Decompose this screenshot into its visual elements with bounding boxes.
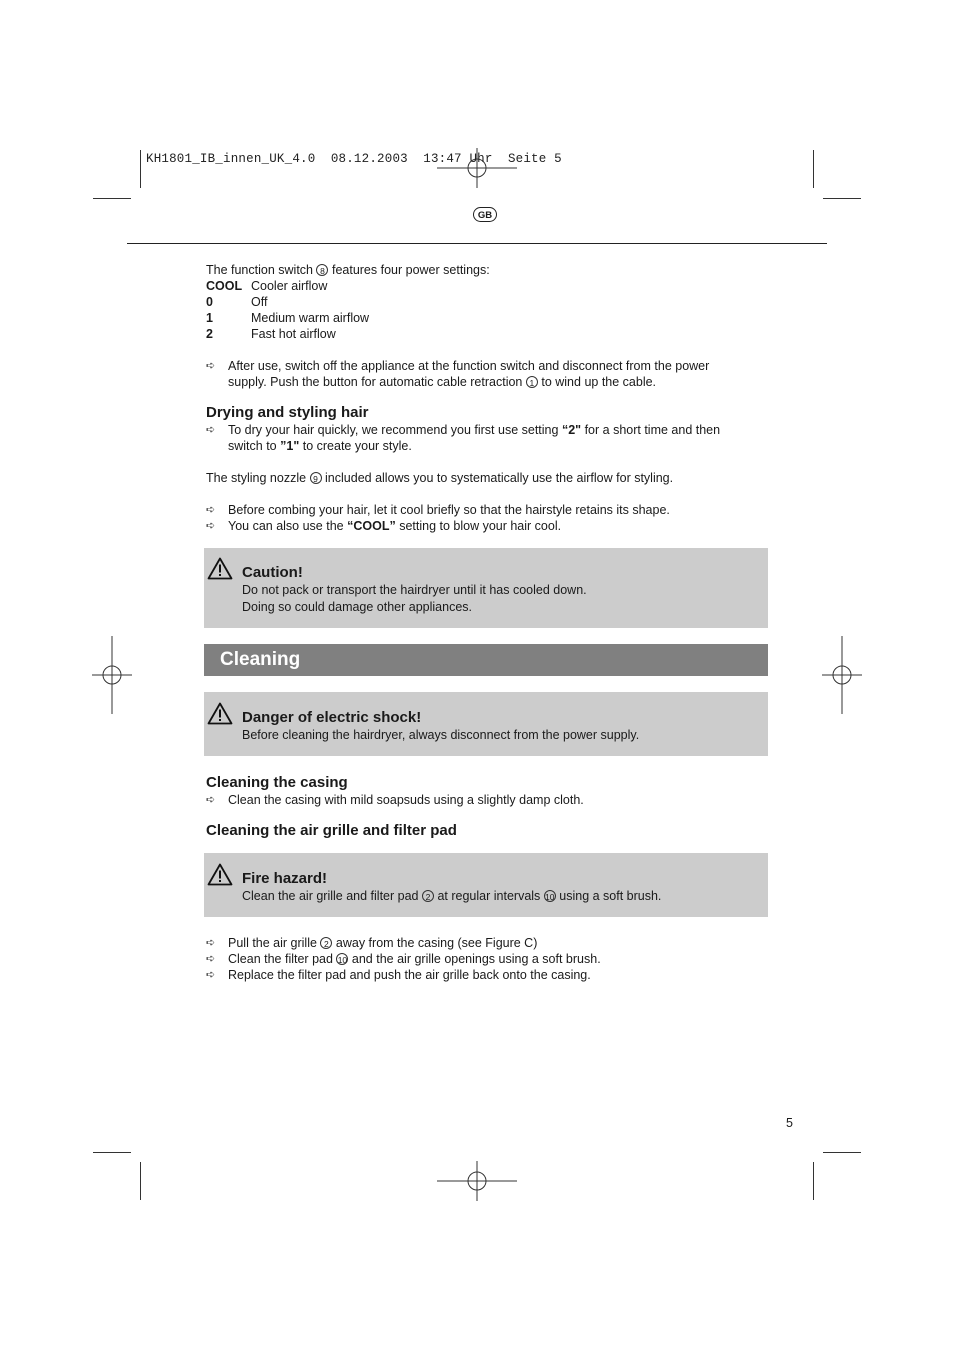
registration-mark-icon	[92, 636, 132, 714]
shock-warning-box: Danger of electric shock! Before cleaning the hairdryer, always disconnect from the power supply.	[204, 692, 768, 756]
list-item: ➪ Clean the casing with mild soapsuds using a slightly damp cloth.	[206, 793, 584, 807]
steps-list	[206, 935, 768, 983]
arrow-bullet-icon: ➪	[206, 520, 216, 532]
ref-number: 8	[316, 264, 328, 276]
arrow-bullet-icon: ➪	[206, 424, 216, 436]
fire-title: Fire hazard!	[242, 870, 328, 887]
list-item: ➪ You can also use the “COOL” setting to blow your hair cool.	[206, 519, 562, 533]
page-number: 5	[786, 1116, 793, 1130]
ref-number: 1	[526, 376, 538, 388]
setting-key: 0	[206, 295, 213, 309]
intro-line: The function switch 8 features four power settings:	[206, 263, 490, 277]
warning-triangle-icon	[207, 557, 233, 580]
arrow-bullet-icon: ➪	[206, 953, 216, 965]
nozzle-text: The styling nozzle 9 included allows you to systematically use the airflow for styling.	[206, 471, 674, 485]
ref-number: 9	[310, 472, 322, 484]
warning-triangle-icon	[207, 863, 233, 886]
main-content	[206, 262, 768, 534]
arrow-bullet-icon: ➪	[206, 504, 216, 516]
fire-warning-box: Fire hazard! Clean the air grille and filter pad 2 at regular intervals 10 using a soft brush.	[204, 853, 768, 917]
cleaning-banner: Cleaning	[204, 644, 768, 676]
list-item: ➪ Before combing your hair, let it cool briefly so that the hairstyle retains its shape.	[206, 503, 670, 517]
caution-box: Caution! Do not pack or transport the hairdryer until it has cooled down. Doing so could damage other appliances.	[204, 548, 768, 628]
arrow-bullet-icon: ➪	[206, 794, 216, 806]
settings-list	[206, 278, 768, 342]
ref-number: 10	[545, 892, 555, 902]
arrow-bullet-icon: ➪	[206, 969, 216, 981]
crop-mark	[93, 1152, 131, 1153]
crop-mark	[813, 1162, 814, 1200]
crop-mark	[140, 150, 141, 188]
ref-number: 2	[320, 937, 332, 949]
crop-mark	[813, 150, 814, 188]
shock-title: Danger of electric shock!	[242, 709, 422, 726]
list-item: ➪ After use, switch off the appliance at the function switch and disconnect from the power supply. Push the button for automatic cable retraction 1 to wind up the cable.	[206, 359, 710, 389]
print-slug: KH1801_IB_innen_UK_4.0 08.12.2003 13:47 Uhr Seite 5	[146, 152, 562, 166]
section-heading: Cleaning the casing	[206, 774, 348, 791]
setting-label: Cooler airflow	[251, 279, 328, 293]
caution-title: Caution!	[242, 564, 303, 581]
list-item: ➪ Replace the filter pad and push the air grille back onto the casing.	[206, 968, 591, 982]
arrow-bullet-icon: ➪	[206, 360, 216, 372]
section-heading: Drying and styling hair	[206, 404, 369, 421]
crop-mark	[140, 1162, 141, 1200]
setting-key: 1	[206, 311, 213, 325]
setting-key: 2	[206, 327, 213, 341]
list-item: ➪ Pull the air grille 2 away from the casing (see Figure C)	[206, 936, 538, 950]
language-badge: GB	[473, 207, 497, 222]
setting-key: COOL	[206, 279, 243, 293]
list-item: ➪ To dry your hair quickly, we recommend you first use setting “2" for a short time and then switch to ”1" to create your style.	[206, 423, 721, 453]
section-heading: Cleaning the air grille and filter pad	[206, 822, 457, 839]
casing-section	[206, 774, 768, 840]
setting-label: Fast hot airflow	[251, 327, 336, 341]
ref-number: 10	[337, 955, 348, 965]
list-item: ➪ Clean the filter pad 10 and the air grille openings using a soft brush.	[206, 952, 601, 966]
warning-triangle-icon	[207, 702, 233, 725]
registration-mark-icon	[437, 1161, 517, 1201]
crop-mark	[93, 198, 131, 199]
crop-mark	[823, 198, 861, 199]
arrow-bullet-icon: ➪	[206, 937, 216, 949]
header-rule	[127, 243, 827, 244]
ref-number: 2	[422, 890, 434, 902]
crop-mark	[823, 1152, 861, 1153]
setting-label: Off	[251, 295, 268, 309]
registration-mark-icon	[822, 636, 862, 714]
setting-label: Medium warm airflow	[251, 311, 370, 325]
